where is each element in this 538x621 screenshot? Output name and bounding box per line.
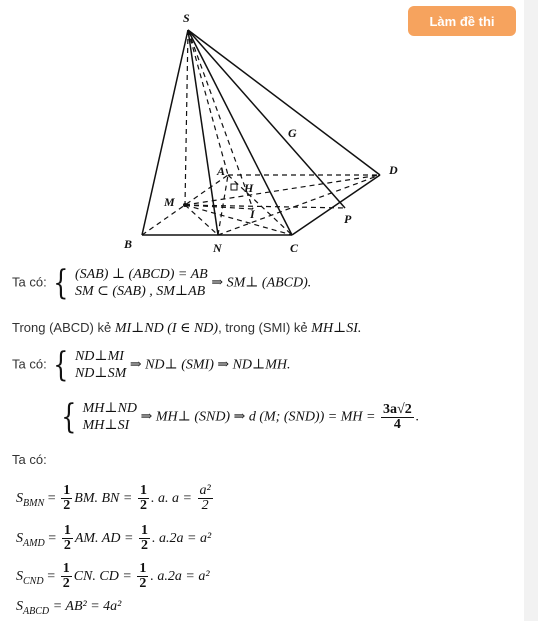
area-abcd-a: = AB² = 4a² — [52, 599, 122, 614]
label-P: P — [344, 212, 352, 226]
half-num: 1 — [62, 561, 70, 576]
line-1 — [12, 263, 312, 303]
half-den: 2 — [139, 498, 147, 513]
area-bmn-b: . a. a = — [150, 490, 192, 506]
line-1-sys-b: SM ⊂ (SAB) , SM⊥AB — [74, 284, 206, 299]
half-num: 1 — [139, 483, 147, 498]
half-num: 1 — [139, 561, 147, 576]
line-3 — [12, 345, 291, 385]
area-cnd-sub: CND — [23, 575, 44, 587]
area-cnd: $S_{CND}$ = $\frac{1}{2}$ CN. CD = $\frac{1}{2}$ . a.2a = a² — [16, 561, 210, 591]
half-num: 1 — [63, 483, 71, 498]
label-B: B — [124, 237, 133, 251]
area-cnd-b: . a.2a = a² — [150, 568, 210, 584]
label-I: I — [250, 207, 255, 221]
area-abcd: $S_{ABCD} = AB^2 = 4a^2$ — [16, 599, 122, 617]
half-den: 2 — [141, 538, 149, 553]
line-3-prefix: Ta có: — [12, 356, 47, 372]
line-4-result: ⇒ MH⊥ (SND) ⇒ d (M; (SND)) = MH = — [140, 409, 376, 425]
area-amd: $S_{AMD}$ = $\frac{1}{2}$ AM. AD = $\frac{1}{2}$ . a.2a = a² — [16, 523, 212, 553]
brace-icon: { — [53, 345, 69, 385]
line-4-end: . — [415, 409, 420, 425]
label-G: G — [288, 126, 297, 140]
brace-icon: { — [61, 397, 77, 437]
line-1-sys-a: (SAB) ⊥ (ABCD) = AB — [74, 267, 208, 282]
line-3-sys-a: ND⊥MI — [74, 349, 124, 364]
area-amd-b: . a.2a = a² — [152, 530, 212, 546]
half-den: 2 — [62, 576, 70, 591]
area-bmn-res-den: 2 — [201, 498, 209, 513]
area-bmn: $S_{BMN}$ = $\frac{1}{2}$ BM. BN = $\frac{1}{2}$ . a. a = $\frac{\text{a²}}{2}$ — [16, 483, 211, 513]
label-M: M — [164, 195, 175, 209]
line-1-result: ⇒ SM⊥ (ABCD). — [211, 275, 312, 291]
line-2-text-1: Trong (ABCD) kẻ — [12, 320, 115, 335]
label-A: A — [217, 164, 226, 178]
half-den: 2 — [139, 576, 147, 591]
line-3-sys-b: ND⊥SM — [74, 366, 127, 381]
line-4 — [58, 397, 420, 437]
take-exam-button[interactable]: Làm đề thi — [408, 6, 516, 36]
half-num: 1 — [63, 523, 71, 538]
label-D: D — [389, 163, 398, 177]
area-amd-sub: AMD — [23, 537, 45, 549]
half-den: 2 — [63, 538, 71, 553]
label-C: C — [290, 241, 299, 255]
half-den: 2 — [63, 498, 71, 513]
pyramid-figure — [100, 8, 430, 258]
area-bmn-sub: BMN — [23, 497, 45, 509]
area-bmn-a: BM. BN = — [74, 490, 133, 506]
label-S: S — [183, 11, 190, 25]
area-cnd-a: CN. CD = — [73, 568, 132, 584]
area-amd-a: AM. AD = — [74, 530, 134, 546]
area-bmn-res-num: a² — [199, 483, 211, 498]
line-4-frac-den: 4 — [393, 416, 401, 432]
sidebar-strip — [524, 0, 538, 621]
half-num: 1 — [141, 523, 149, 538]
line-2-math-2: MH⊥SI. — [311, 321, 362, 336]
line-2-math-1: MI⊥ND (I ∈ ND) — [114, 321, 219, 336]
label-H: H — [244, 181, 254, 195]
line-1-prefix: Ta có: — [12, 274, 47, 290]
area-abcd-sub: ABCD — [23, 605, 50, 617]
line-5-prefix: Ta có: — [12, 452, 47, 467]
line-5 — [12, 452, 47, 467]
line-4-sys-a: MH⊥ND — [82, 401, 138, 416]
line-4-frac-num: 3a√2 — [383, 401, 412, 417]
brace-icon: { — [53, 263, 69, 303]
line-3-result: ⇒ ND⊥ (SMI) ⇒ ND⊥MH. — [129, 357, 291, 373]
line-4-sys-b: MH⊥SI — [82, 418, 130, 433]
label-N: N — [213, 241, 222, 255]
line-2-text-2: , trong (SMI) kẻ — [218, 320, 312, 335]
pyramid-diagram — [100, 8, 430, 258]
line-2 — [12, 320, 361, 337]
